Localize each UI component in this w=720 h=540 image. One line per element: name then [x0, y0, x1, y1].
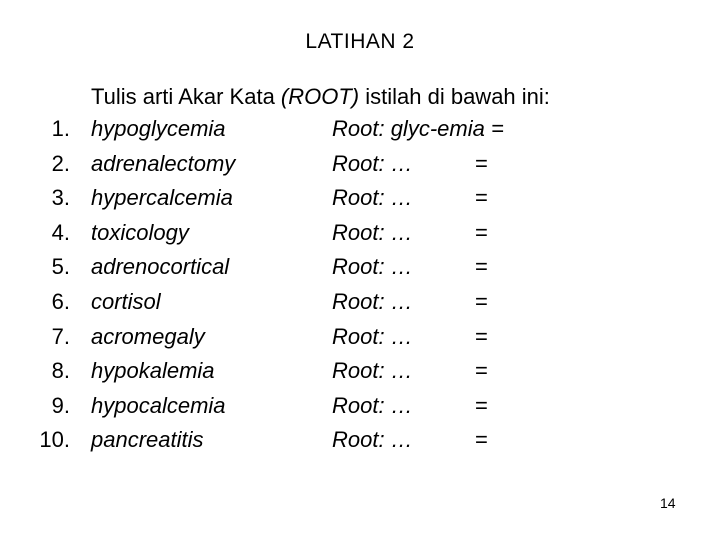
item-equals: = [475, 323, 488, 349]
item-term: hypocalcemia [91, 392, 226, 418]
item-number: 5. [51, 254, 70, 280]
item-equals: = [475, 288, 488, 314]
item-root: Root: … [332, 288, 413, 314]
instruction-suffix: istilah di bawah ini: [359, 84, 550, 109]
item-term: acromegaly [91, 323, 205, 349]
item-number: 1. [51, 116, 70, 141]
item-equals: = [475, 427, 488, 453]
item-number: 8. [51, 358, 70, 384]
item-root: Root: … [332, 185, 413, 211]
item-equals: = [475, 185, 488, 211]
item-root: Root: glyc-emia = [332, 116, 504, 141]
list-item [0, 116, 720, 151]
item-equals: = [475, 219, 488, 245]
item-number: 4. [51, 219, 70, 245]
list-item [0, 185, 720, 220]
item-number: 9. [51, 392, 70, 418]
item-number: 2. [51, 150, 70, 176]
item-term: adrenalectomy [91, 150, 236, 176]
item-term: hypercalcemia [91, 185, 233, 211]
item-root: Root: … [332, 392, 413, 418]
item-term: adrenocortical [91, 254, 230, 280]
item-root: Root: … [332, 254, 413, 280]
list-item [0, 151, 720, 186]
item-term: pancreatitis [91, 427, 204, 453]
item-root: Root: … [332, 358, 413, 384]
page-number: 14 [660, 495, 676, 511]
instruction-root-emphasis: (ROOT) [280, 84, 360, 109]
item-term: cortisol [91, 288, 161, 314]
list-item [0, 254, 720, 289]
item-number: 10. [39, 427, 70, 453]
item-equals: = [475, 358, 488, 384]
list-item [0, 358, 720, 393]
item-equals: = [475, 392, 488, 418]
item-term: toxicology [91, 219, 189, 245]
instruction-prefix: Tulis arti Akar Kata [91, 84, 281, 109]
item-number: 6. [51, 288, 70, 314]
slide-title: LATIHAN 2 [305, 30, 415, 53]
list-item [0, 427, 720, 462]
term-list [0, 116, 720, 462]
item-equals: = [475, 150, 488, 176]
item-number: 7. [51, 323, 70, 349]
item-root: Root: … [332, 323, 413, 349]
item-equals: = [475, 254, 488, 280]
instruction-text [91, 84, 550, 110]
list-item [0, 220, 720, 255]
item-number: 3. [51, 185, 70, 211]
list-item [0, 289, 720, 324]
list-item [0, 324, 720, 359]
item-root: Root: … [332, 427, 413, 453]
item-term: hypokalemia [91, 358, 215, 384]
list-item [0, 393, 720, 428]
item-term: hypoglycemia [91, 116, 226, 141]
item-root: Root: … [332, 150, 413, 176]
item-root: Root: … [332, 219, 413, 245]
